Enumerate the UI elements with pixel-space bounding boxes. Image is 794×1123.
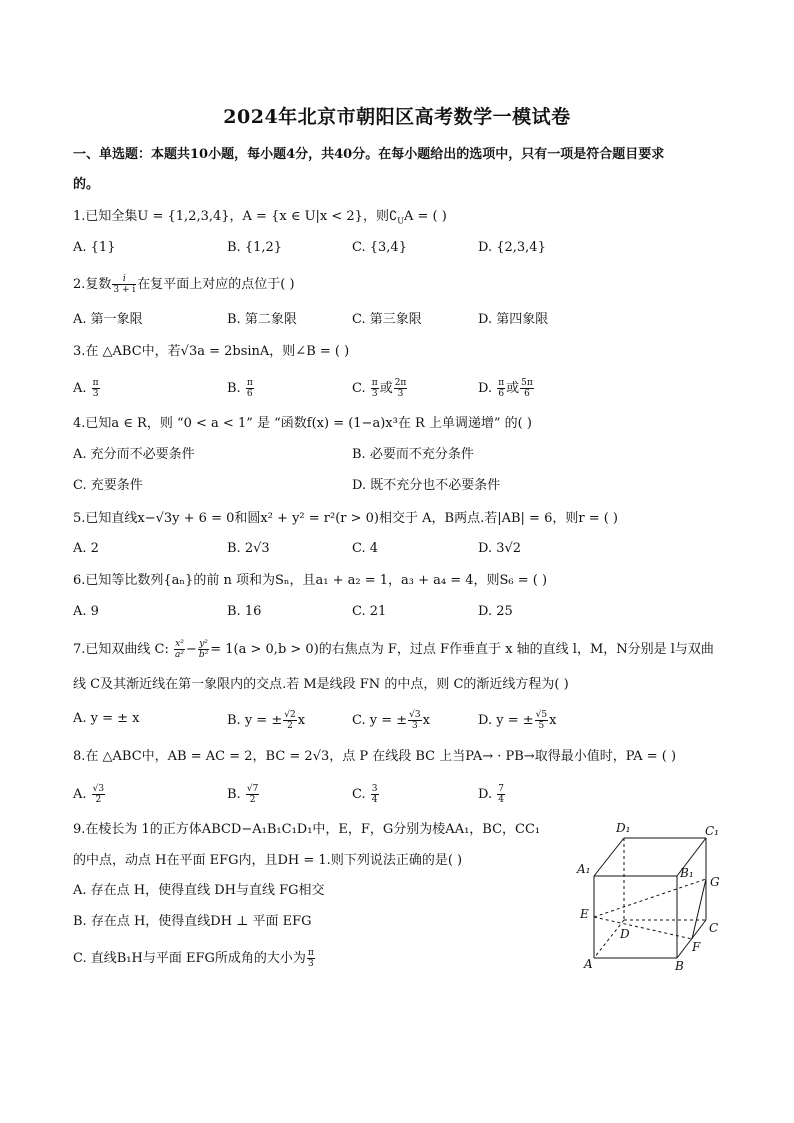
- q7-option-a[interactable]: A. y = ± x: [73, 711, 140, 726]
- q3-d-frac1: [497, 378, 505, 399]
- q7-b-pre: B. y = ±: [227, 713, 283, 728]
- q7-frac-x-num: x²: [175, 639, 184, 649]
- q1-stem-end: A = ( ): [403, 209, 447, 224]
- q3-option-c[interactable]: [352, 378, 408, 399]
- label-E: E: [580, 907, 589, 921]
- q7-c-pre: C. y = ±: [352, 713, 408, 728]
- q3-option-a[interactable]: [73, 378, 101, 399]
- q8-d-den: 4: [498, 795, 504, 805]
- q8-option-d[interactable]: [478, 784, 506, 805]
- q1-stem-sub: U: [397, 216, 404, 226]
- q7-minus: −: [185, 642, 197, 657]
- q9-option-a[interactable]: A. 存在点 H，使得直线 DH与直线 FG相交: [73, 883, 325, 898]
- question-7-stem-line1: [73, 639, 714, 660]
- cube-figure: [572, 818, 732, 978]
- question-7-stem-line2: 线 C及其渐近线在第一象限内的交点.若 M是线段 FN 的中点，则 C的渐近线方程为( ): [73, 677, 569, 692]
- q4-option-a[interactable]: A. 充分而不必要条件: [73, 447, 195, 462]
- q3-b-den: 6: [246, 389, 253, 399]
- q6-option-a[interactable]: A. 9: [73, 604, 99, 619]
- q2-option-a[interactable]: A. 第一象限: [73, 312, 143, 327]
- question-3-stem: 3.在 △ABC中，若√3a = 2bsinA，则∠B = ( ): [73, 344, 350, 359]
- q5-option-c[interactable]: C. 4: [352, 541, 379, 556]
- q5-option-d[interactable]: D. 3√2: [478, 541, 522, 556]
- page-title: 2024年北京市朝阳区高考数学一模试卷: [223, 106, 571, 128]
- q3-c-frac2: [394, 378, 408, 399]
- question-6-stem: 6.已知等比数列{aₙ}的前 n 项和为Sₙ，且a₁ + a₂ = 1，a₃ + a₄ = 4，则S₆ = ( ): [73, 573, 548, 588]
- q3-d-den1: 6: [498, 389, 505, 399]
- q3-c-den1: 3: [371, 389, 378, 399]
- q8-c-label: C.: [352, 787, 366, 802]
- label-B: B: [675, 959, 684, 973]
- q8-a-label: A.: [73, 787, 87, 802]
- q7-post: = 1(a > 0,b > 0)的右焦点为 F，过点 F作垂直于 x 轴的直线 l，M，N分别是 l与双曲: [210, 642, 714, 657]
- q7-frac-y-den: b²: [198, 650, 209, 660]
- label-D: D: [620, 927, 630, 941]
- section-instructions-line1: 一、单选题：本题共10小题，每小题4分，共40分。在每小题给出的选项中，只有一项是符合题目要求: [73, 147, 665, 162]
- q2-option-d[interactable]: D. 第四象限: [478, 312, 549, 327]
- q9-c-pre: C. 直线B₁H与平面 EFG所成角的大小为: [73, 951, 306, 966]
- q7-d-frac: [535, 710, 548, 731]
- q3-d-frac2: [520, 378, 534, 399]
- q3-c-frac1: [371, 378, 379, 399]
- q3-d-or: 或: [506, 381, 520, 396]
- label-F: F: [692, 940, 701, 954]
- q4-option-b[interactable]: B. 必要而不充分条件: [352, 447, 474, 462]
- q9-c-num: π: [307, 948, 314, 958]
- q8-option-b[interactable]: [227, 784, 260, 805]
- q3-c-num1: π: [371, 378, 378, 388]
- q5-option-a[interactable]: A. 2: [73, 541, 99, 556]
- q7-option-d[interactable]: [478, 710, 556, 731]
- q8-d-frac: [497, 784, 505, 805]
- question-8-stem: 8.在 △ABC中，AB = AC = 2，BC = 2√3，点 P 在线段 BC 上当PA→ · PB→取得最小值时，PA = ( ): [73, 749, 677, 764]
- q7-pre: 7.已知双曲线 C:: [73, 642, 173, 657]
- q3-c-or: 或: [379, 381, 393, 396]
- q9-option-b[interactable]: B. 存在点 H，使得直线DH ⊥ 平面 EFG: [73, 914, 312, 929]
- q6-option-d[interactable]: D. 25: [478, 604, 513, 619]
- label-B1: B₁: [680, 866, 694, 880]
- q3-c-num2: 2π: [394, 378, 407, 388]
- section-instructions-line2: 的。: [73, 177, 100, 192]
- label-G: G: [710, 875, 720, 889]
- q7-c-num: √3: [409, 710, 421, 720]
- q2-pre: 2.复数: [73, 277, 112, 292]
- q7-option-b[interactable]: [227, 710, 305, 731]
- q3-d-num1: π: [498, 378, 505, 388]
- q8-a-frac: [92, 784, 105, 805]
- q4-option-c[interactable]: C. 充要条件: [73, 478, 143, 493]
- q9-c-den: 3: [307, 959, 314, 969]
- q3-a-label: A.: [73, 381, 87, 396]
- q6-option-c[interactable]: C. 21: [352, 604, 387, 619]
- q7-c-den: 3: [412, 721, 418, 731]
- q7-frac-y-num: y²: [199, 639, 208, 649]
- q3-d-num2: 5π: [521, 378, 533, 388]
- segment-EG-hidden: [594, 879, 706, 917]
- q8-b-frac: [246, 784, 259, 805]
- q8-d-num: 7: [498, 784, 504, 794]
- q8-b-label: B.: [227, 787, 241, 802]
- q8-a-num: √3: [92, 784, 105, 794]
- q9-option-c[interactable]: [73, 948, 316, 969]
- q2-option-c[interactable]: C. 第三象限: [352, 312, 422, 327]
- label-D1: D₁: [616, 821, 631, 835]
- label-C1: C₁: [705, 824, 719, 838]
- q1-option-b[interactable]: B. {1,2}: [227, 240, 283, 255]
- question-9-stem-line1: 9.在棱长为 1的正方体ABCD−A₁B₁C₁D₁中，E，F，G分别为棱AA₁，BC，CC₁: [73, 822, 541, 837]
- cube-edges: [594, 838, 706, 958]
- q7-b-frac: [283, 710, 296, 731]
- label-A: A: [584, 957, 593, 971]
- q7-d-den: 5: [538, 721, 545, 731]
- q5-option-b[interactable]: B. 2√3: [227, 541, 270, 556]
- segment-FG: [692, 879, 706, 939]
- q1-option-a[interactable]: A. {1}: [73, 240, 116, 255]
- q3-d-den2: 6: [524, 389, 530, 399]
- q7-c-frac: [408, 710, 421, 731]
- q7-option-c[interactable]: [352, 710, 430, 731]
- q3-option-d[interactable]: [478, 378, 535, 399]
- q8-option-a[interactable]: [73, 784, 106, 805]
- edge-A1D1: [594, 838, 624, 876]
- q7-frac-x: [174, 639, 185, 660]
- q3-c-label: C.: [352, 381, 366, 396]
- q1-option-d[interactable]: D. {2,3,4}: [478, 240, 546, 255]
- q8-a-den: 2: [95, 795, 102, 805]
- q7-c-post: x: [422, 713, 430, 728]
- q3-c-den2: 3: [397, 389, 404, 399]
- q8-b-num: √7: [246, 784, 259, 794]
- label-C: C: [709, 921, 719, 935]
- q7-d-pre: D. y = ±: [478, 713, 534, 728]
- q8-c-num: 3: [371, 784, 378, 794]
- q1-stem-text: 1.已知全集U = {1,2,3,4}，A = {x ∈ U|x < 2}，则∁: [73, 209, 398, 224]
- q6-option-b[interactable]: B. 16: [227, 604, 262, 619]
- q7-d-num: √5: [535, 710, 548, 720]
- q7-frac-y: [198, 639, 209, 660]
- q3-a-frac: [92, 378, 100, 399]
- q1-option-c[interactable]: C. {3,4}: [352, 240, 407, 255]
- q3-b-num: π: [246, 378, 253, 388]
- question-4-stem: 4.已知a ∈ R，则 “0 < a < 1” 是 “函数f(x) = (1−a)x³在 R 上单调递增” 的( ): [73, 416, 532, 431]
- question-5-stem: 5.已知直线x−√3y + 6 = 0和圆x² + y² = r²(r > 0)相交于 A，B两点.若|AB| = 6，则r = ( ): [73, 511, 618, 526]
- q7-frac-x-den: a²: [175, 650, 184, 660]
- q9-c-frac: [307, 948, 315, 969]
- q8-b-den: 2: [249, 795, 256, 805]
- q2-option-b[interactable]: B. 第二象限: [227, 312, 297, 327]
- question-1-stem: [73, 208, 447, 231]
- label-A1: A₁: [577, 862, 591, 876]
- q8-d-label: D.: [478, 787, 493, 802]
- q3-a-den: 3: [92, 389, 99, 399]
- q3-b-label: B.: [227, 381, 241, 396]
- question-2-stem: [73, 274, 295, 295]
- q7-b-num: √2: [284, 710, 296, 720]
- q8-c-frac: [371, 784, 379, 805]
- q8-c-den: 4: [371, 795, 378, 805]
- q2-fraction: [112, 274, 136, 295]
- hidden-edges: [594, 838, 706, 958]
- q3-b-frac: [246, 378, 254, 399]
- question-9-stem-line2: 的中点，动点 H在平面 EFG内，且DH = 1.则下列说法正确的是( ): [73, 853, 463, 868]
- q8-option-c[interactable]: [352, 784, 380, 805]
- q3-a-num: π: [92, 378, 99, 388]
- q2-post: 在复平面上对应的点位于( ): [137, 277, 295, 292]
- q3-d-label: D.: [478, 381, 493, 396]
- q7-d-post: x: [549, 713, 557, 728]
- q2-frac-num: i: [112, 274, 136, 285]
- q3-option-b[interactable]: [227, 378, 255, 399]
- q2-frac-den: 3 + i: [113, 285, 136, 295]
- q7-b-post: x: [297, 713, 306, 728]
- q4-option-d[interactable]: D. 既不充分也不必要条件: [352, 478, 501, 493]
- q7-b-den: 2: [287, 721, 293, 731]
